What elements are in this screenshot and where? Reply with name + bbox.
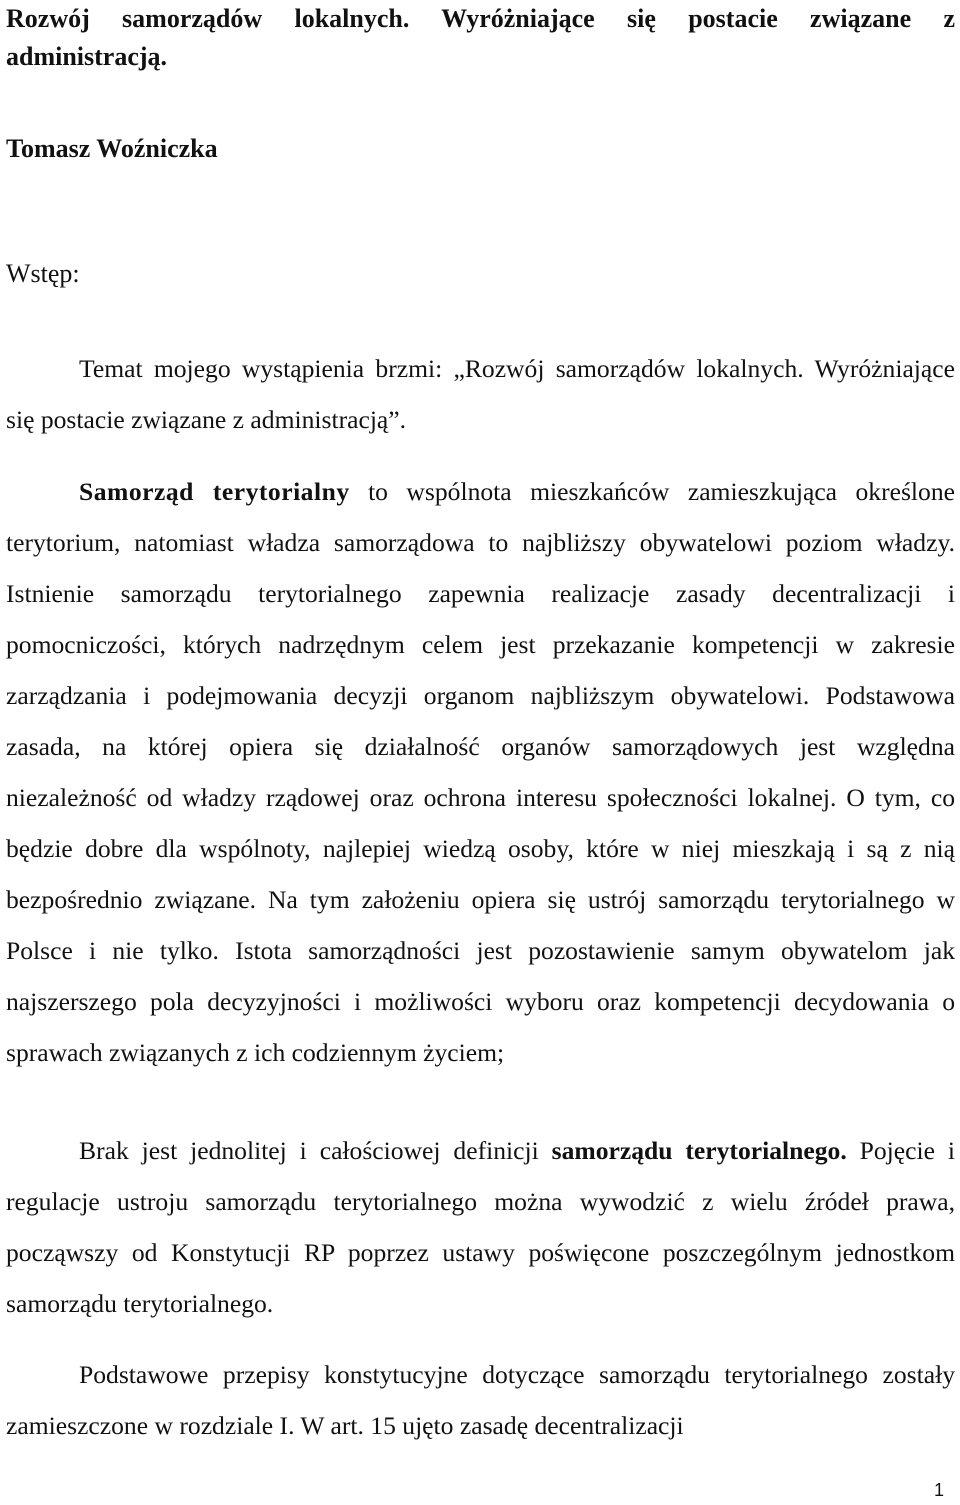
definition-term: Samorząd terytorialny [79,477,350,506]
intro-paragraph-text: Temat mojego wystąpienia brzmi: „Rozwój samorządów lokalnych. Wyróżniające się postacie związane z administracją”. [6,354,955,434]
no-definition-term: samorządu terytorialnego. [551,1136,847,1165]
document-title: Rozwój samorządów lokalnych. Wyróżniające się postacie związane z administracją. [6,4,955,71]
no-definition-text-rest: Pojęcie i regulacje ustroju samorządu terytorialnego można wywodzić z wielu źródeł prawa, począwszy od Konstytucji RP poprzez ustawy poświęcone poszczególnym jednostkom samorządu terytorialnego. [6,1136,955,1318]
no-definition-paragraph [6,1125,955,1329]
constitution-paragraph [6,1349,955,1451]
definition-paragraph [6,466,955,1078]
author-name: Tomasz Woźniczka [6,134,218,163]
intro-heading: Wstęp: [6,259,80,288]
definition-text: to wspólnota mieszkańców zamieszkująca określone terytorium, natomiast władza samorządowa to najbliższy obywatelowi poziom władzy. Istnienie samorządu terytorialnego zapewnia realizacje zasady decentralizacji i pomocniczości, których nadrzędnym celem jest przekazanie kompetencji w zakresie zarządzania i podejmowania decyzji organom najbliższym obywatelowi. Podstawowa zasada, na której opiera się działalność organów samorządowych jest względna niezależność od władzy rządowej oraz ochrona interesu społeczności lokalnej. O tym, co będzie dobre dla wspólnoty, najlepiej wiedzą osoby, które w niej mieszkają i są z nią bezpośrednio związane. Na tym założeniu opiera się ustrój samorządu terytorialnego w Polsce i nie tylko. Istota samorządności jest pozostawienie samym obywatelom jak najszerszego pola decyzyjności i możliwości wyboru oraz kompetencji decydowania o sprawach związanych z ich codziennym życiem; [6,477,955,1067]
constitution-paragraph-text: Podstawowe przepisy konstytucyjne dotyczące samorządu terytorialnego zostały zamieszczone w rozdziale I. W art. 15 ujęto zasadę decentralizacji [6,1360,955,1440]
intro-paragraph [6,343,955,445]
page-number: 1 [933,1480,944,1500]
no-definition-text-start: Brak jest jednolitej i całościowej definicji [79,1136,552,1165]
document-page [6,0,955,1440]
